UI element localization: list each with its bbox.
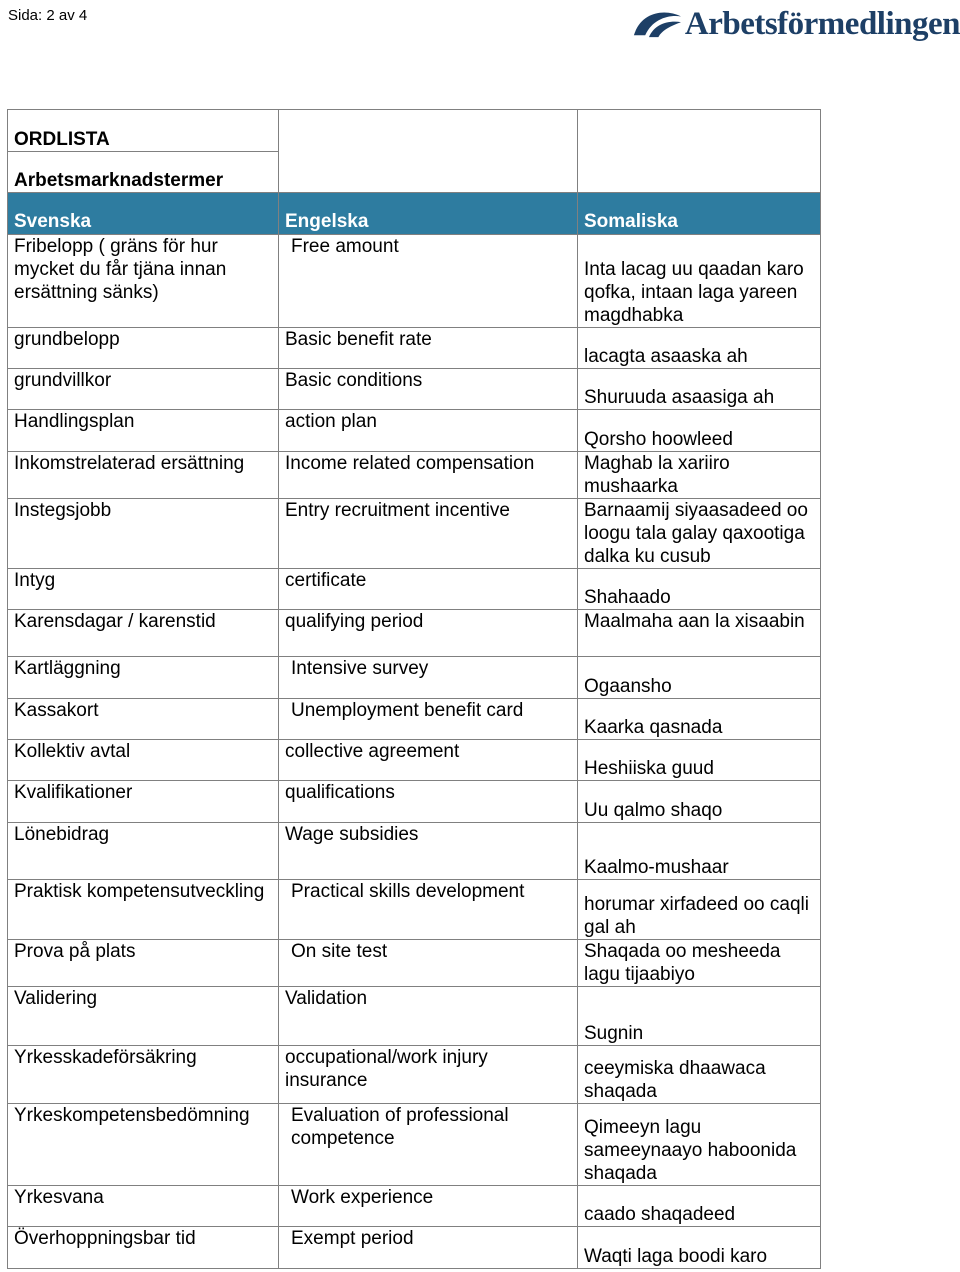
cell-somaliska: Qimeeyn lagu sameeynaayo haboonida shaqada — [578, 1104, 821, 1186]
logo-text: Arbetsförmedlingen — [684, 5, 960, 42]
arbetsformedlingen-logo — [632, 2, 960, 46]
cell-svenska: Instegsjobb — [8, 499, 279, 569]
cell-svenska: Kvalifikationer — [8, 781, 279, 823]
cell-svenska: Kollektiv avtal — [8, 740, 279, 781]
cell-engelska: action plan — [279, 410, 578, 452]
cell-somaliska: Shaqada oo mesheeda lagu tijaabiyo — [578, 940, 821, 987]
cell-svenska: grundbelopp — [8, 328, 279, 369]
table-row — [8, 569, 821, 610]
blank-cell — [279, 110, 578, 152]
cell-engelska: Basic benefit rate — [279, 328, 578, 369]
cell-engelska: Free amount — [279, 235, 578, 328]
cell-svenska: Yrkesvana — [8, 1186, 279, 1227]
cell-engelska: Unemployment benefit card — [279, 699, 578, 740]
cell-svenska: Karensdagar / karenstid — [8, 610, 279, 657]
table-row — [8, 1104, 821, 1186]
cell-svenska: Fribelopp ( gräns för hur mycket du får tjäna innan ersättning sänks) — [8, 235, 279, 328]
blank-cell — [578, 110, 821, 193]
table-row — [8, 1046, 821, 1104]
cell-engelska: Evaluation of professional competence — [279, 1104, 578, 1186]
cell-somaliska: Maalmaha aan la xisaabin — [578, 610, 821, 657]
page-number: Sida: 2 av 4 — [8, 7, 88, 24]
table-row — [8, 235, 821, 328]
table-row — [8, 657, 821, 699]
table-row — [8, 740, 821, 781]
table-row — [8, 610, 821, 657]
cell-somaliska: Ogaansho — [578, 657, 821, 699]
cell-engelska: Entry recruitment incentive — [279, 499, 578, 569]
header-somaliska: Somaliska — [578, 193, 821, 235]
cell-somaliska: ceeymiska dhaawaca shaqada — [578, 1046, 821, 1104]
cell-engelska: Exempt period — [279, 1227, 578, 1269]
cell-somaliska: lacagta asaaska ah — [578, 328, 821, 369]
table-row — [8, 452, 821, 499]
table-header-row — [8, 193, 821, 235]
cell-somaliska: Inta lacag uu qaadan karo qofka, intaan laga yareen magdhabka — [578, 235, 821, 328]
cell-engelska: Income related compensation — [279, 452, 578, 499]
cell-svenska: Lönebidrag — [8, 823, 279, 880]
table-row — [8, 940, 821, 987]
cell-somaliska: caado shaqadeed — [578, 1186, 821, 1227]
table-subtitle: Arbetsmarknadstermer — [8, 152, 279, 193]
table-row — [8, 410, 821, 452]
cell-svenska: Intyg — [8, 569, 279, 610]
cell-svenska: Yrkeskompetensbedömning — [8, 1104, 279, 1186]
cell-engelska: qualifications — [279, 781, 578, 823]
cell-somaliska: Qorsho hoowleed — [578, 410, 821, 452]
cell-svenska: Handlingsplan — [8, 410, 279, 452]
cell-svenska: Kassakort — [8, 699, 279, 740]
cell-svenska: grundvillkor — [8, 369, 279, 410]
table-row — [8, 699, 821, 740]
table-row — [8, 823, 821, 880]
table-row — [8, 987, 821, 1046]
cell-engelska: Work experience — [279, 1186, 578, 1227]
table-row — [8, 880, 821, 940]
cell-svenska: Prova på plats — [8, 940, 279, 987]
cell-svenska: Validering — [8, 987, 279, 1046]
cell-somaliska: Sugnin — [578, 987, 821, 1046]
cell-engelska: collective agreement — [279, 740, 578, 781]
cell-svenska: Yrkesskadeförsäkring — [8, 1046, 279, 1104]
cell-engelska: Basic conditions — [279, 369, 578, 410]
glossary-table — [7, 109, 821, 1269]
table-row — [8, 369, 821, 410]
table-row — [8, 781, 821, 823]
cell-somaliska: horumar xirfadeed oo caqli gal ah — [578, 880, 821, 940]
cell-engelska: Intensive survey — [279, 657, 578, 699]
cell-somaliska: Maghab la xariiro mushaarka — [578, 452, 821, 499]
blank-cell — [279, 152, 578, 193]
cell-somaliska: Waqti laga boodi karo — [578, 1227, 821, 1269]
cell-engelska: certificate — [279, 569, 578, 610]
table-row — [8, 1227, 821, 1269]
cell-somaliska: Shahaado — [578, 569, 821, 610]
cell-engelska: Validation — [279, 987, 578, 1046]
table-title: ORDLISTA — [8, 110, 279, 152]
cell-svenska: Överhoppningsbar tid — [8, 1227, 279, 1269]
cell-somaliska: Heshiiska guud — [578, 740, 821, 781]
cell-svenska: Inkomstrelaterad ersättning — [8, 452, 279, 499]
cell-somaliska: Kaarka qasnada — [578, 699, 821, 740]
cell-engelska: Practical skills development — [279, 880, 578, 940]
cell-somaliska: Shuruuda asaasiga ah — [578, 369, 821, 410]
header-svenska: Svenska — [8, 193, 279, 235]
logo-mark-icon — [632, 6, 683, 42]
cell-engelska: Wage subsidies — [279, 823, 578, 880]
cell-engelska: On site test — [279, 940, 578, 987]
cell-somaliska: Kaalmo-mushaar — [578, 823, 821, 880]
cell-svenska: Kartläggning — [8, 657, 279, 699]
header-engelska: Engelska — [279, 193, 578, 235]
cell-somaliska: Uu qalmo shaqo — [578, 781, 821, 823]
table-row — [8, 1186, 821, 1227]
cell-engelska: qualifying period — [279, 610, 578, 657]
table-row — [8, 499, 821, 569]
table-row — [8, 328, 821, 369]
cell-somaliska: Barnaamij siyaasadeed oo loogu tala galay qaxootiga dalka ku cusub — [578, 499, 821, 569]
cell-svenska: Praktisk kompetensutveckling — [8, 880, 279, 940]
cell-engelska: occupational/work injury insurance — [279, 1046, 578, 1104]
